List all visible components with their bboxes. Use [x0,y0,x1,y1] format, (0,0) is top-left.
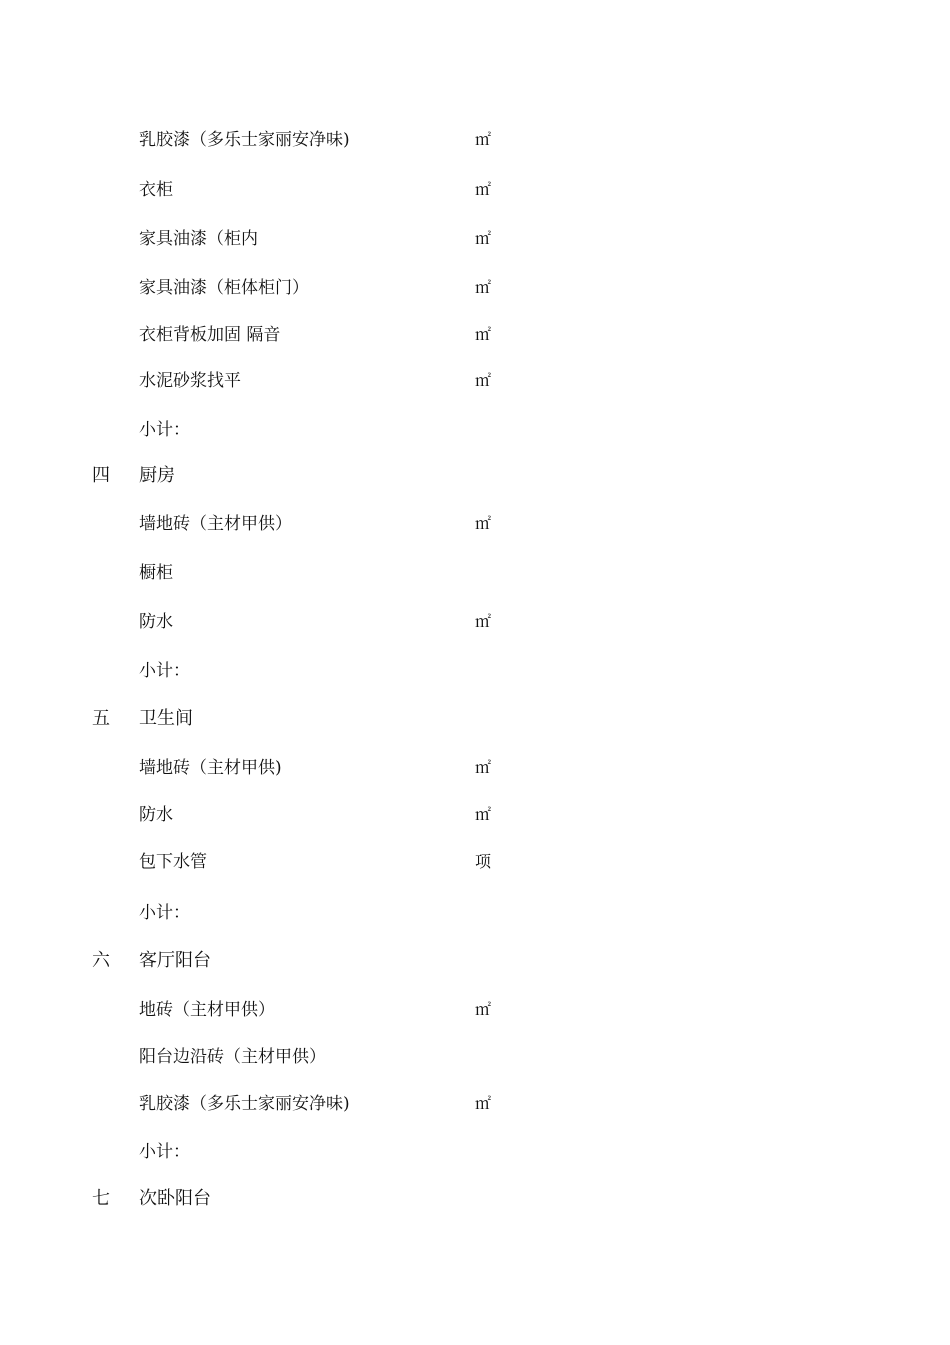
subtotal-row [0,898,950,928]
section-row [0,946,950,976]
item-unit: ㎡ [475,278,492,297]
section-title: 次卧阳台 [139,1188,211,1209]
section-number: 七 [92,1188,110,1209]
section-row [0,1184,950,1214]
item-name: 家具油漆（柜内 [139,229,258,249]
item-unit: ㎡ [475,180,492,199]
section-row [0,461,950,491]
item-name: 衣柜 [139,180,173,200]
item-unit: ㎡ [475,229,492,248]
item-row [0,509,950,539]
item-name: 墙地砖（主材甲供) [139,758,282,778]
section-title: 卫生间 [139,708,193,729]
item-unit: ㎡ [475,1000,492,1019]
item-name: 水泥砂浆找平 [139,371,241,391]
item-row [0,320,950,350]
section-title: 客厅阳台 [139,950,211,971]
item-name: 家具油漆（柜体柜门） [139,278,309,298]
item-unit: 项 [475,852,492,871]
item-name: 衣柜背板加固 隔音 [139,325,281,345]
item-row [0,995,950,1025]
subtotal-label: 小计： [139,903,190,923]
item-name: 橱柜 [139,563,173,583]
item-name: 乳胶漆（多乐士家丽安净味) [139,1094,350,1114]
item-row [0,753,950,783]
item-unit: ㎡ [475,1094,492,1113]
item-row [0,607,950,637]
item-unit: ㎡ [475,325,492,344]
item-row [0,224,950,254]
item-name: 地砖（主材甲供） [139,1000,275,1020]
item-name: 乳胶漆（多乐士家丽安净味) [139,130,350,150]
item-row [0,125,950,155]
item-unit: ㎡ [475,612,492,631]
item-row [0,1089,950,1119]
item-row [0,800,950,830]
subtotal-label: 小计： [139,661,190,681]
item-unit: ㎡ [475,805,492,824]
subtotal-row [0,415,950,445]
subtotal-row [0,1137,950,1167]
item-name: 防水 [139,612,173,632]
item-name: 阳台边沿砖（主材甲供） [139,1047,326,1067]
item-row [0,366,950,396]
item-unit: ㎡ [475,514,492,533]
section-number: 六 [92,950,110,971]
section-number: 四 [92,465,110,486]
item-row [0,1042,950,1072]
item-row [0,273,950,303]
item-row [0,175,950,205]
subtotal-label: 小计： [139,420,190,440]
section-number: 五 [92,708,110,729]
item-name: 包下水管 [139,852,207,872]
item-unit: ㎡ [475,758,492,777]
section-row [0,704,950,734]
subtotal-label: 小计： [139,1142,190,1162]
item-row [0,558,950,588]
subtotal-row [0,656,950,686]
item-name: 墙地砖（主材甲供） [139,514,292,534]
item-row [0,847,950,877]
section-title: 厨房 [139,465,175,486]
item-unit: ㎡ [475,130,492,149]
item-name: 防水 [139,805,173,825]
item-unit: ㎡ [475,371,492,390]
